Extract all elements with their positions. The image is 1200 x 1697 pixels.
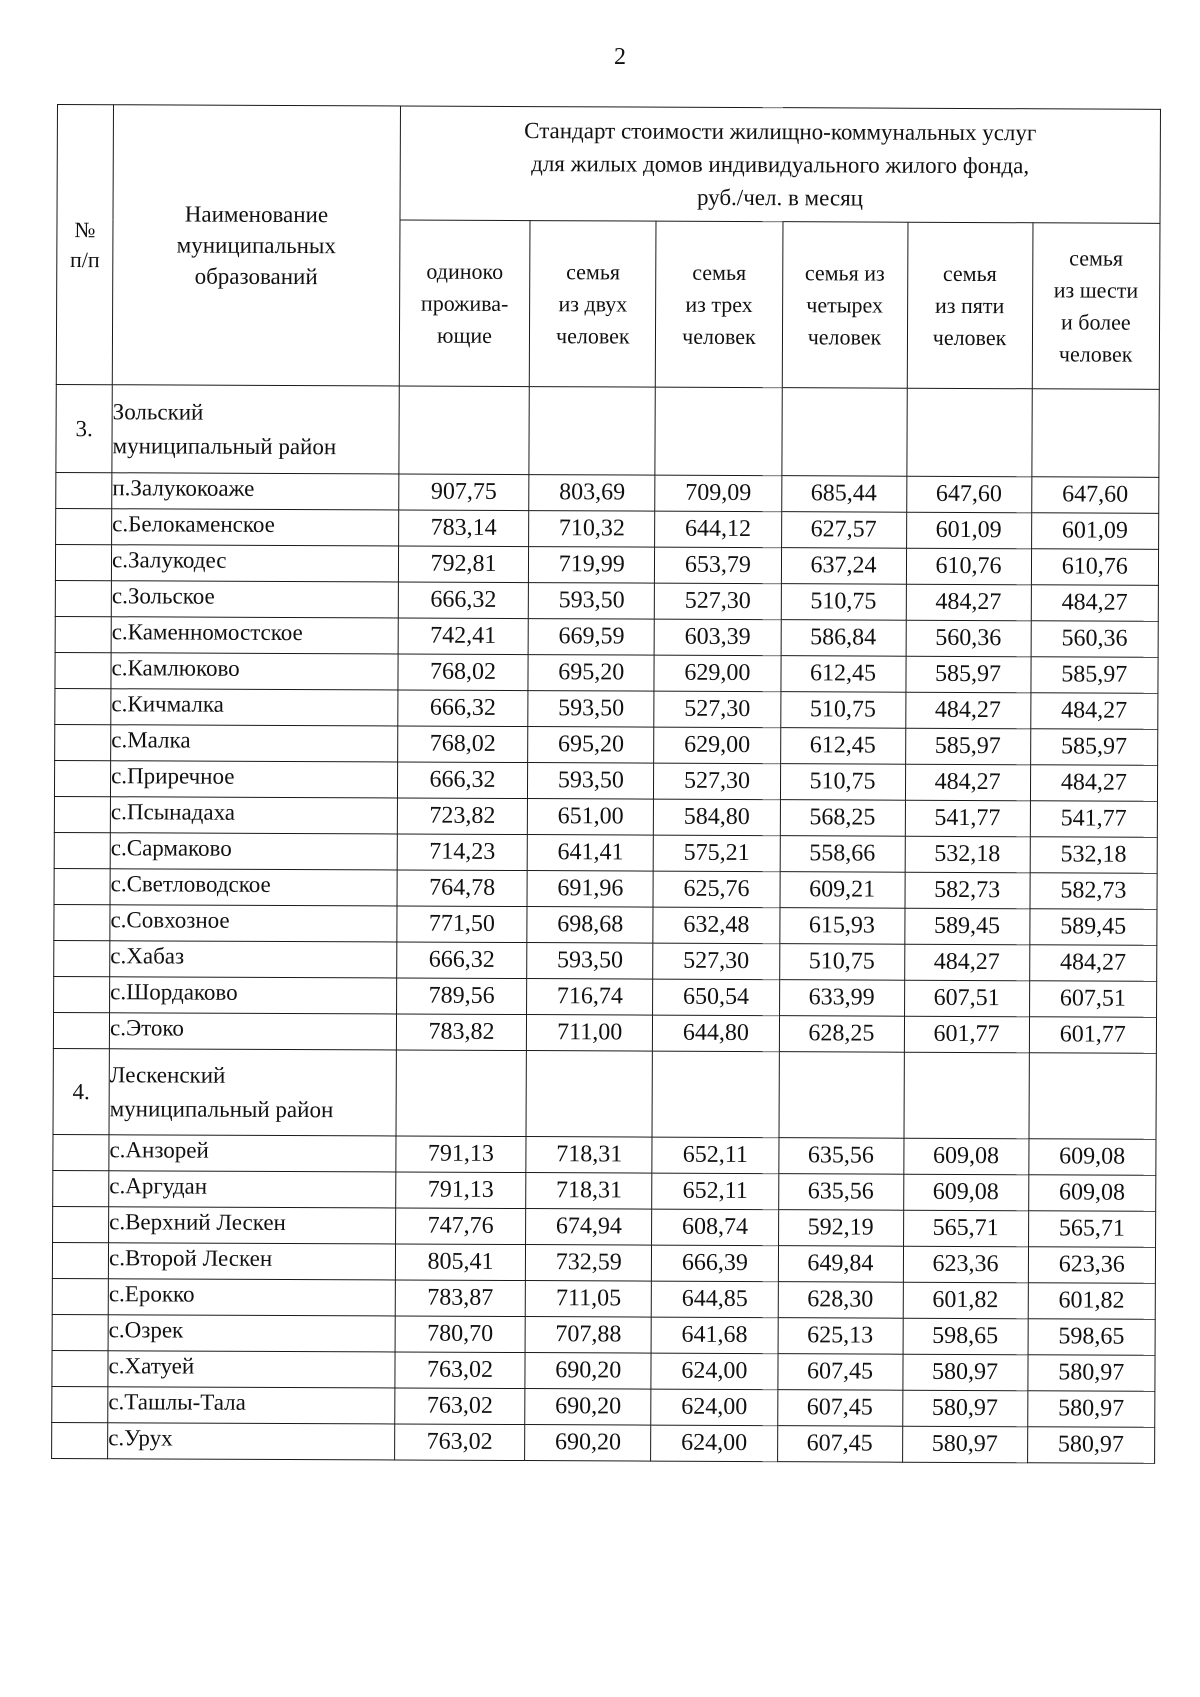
row-number-cell	[52, 1314, 108, 1350]
value-cell: 484,27	[906, 584, 1031, 621]
value-cell: 609,21	[780, 872, 905, 909]
value-cell: 612,45	[780, 728, 905, 765]
row-number-cell	[53, 1134, 109, 1170]
value-cell: 674,94	[526, 1209, 652, 1246]
header-name	[112, 105, 400, 386]
value-cell: 690,20	[525, 1353, 651, 1390]
value-cell: 666,32	[397, 762, 528, 799]
tariff-table	[51, 104, 1161, 1464]
value-cell: 580,97	[1027, 1427, 1155, 1464]
value-cell: 582,73	[1030, 873, 1158, 910]
value-cell: 644,12	[655, 511, 781, 548]
header-col-line: одиноко	[426, 258, 504, 284]
header-col-family-4	[782, 222, 908, 389]
value-cell: 585,97	[905, 656, 1030, 693]
settlement-name: с.Совхозное	[110, 905, 397, 942]
empty-cell	[1031, 389, 1159, 478]
value-cell: 649,84	[778, 1246, 903, 1283]
header-col-line: из пяти	[935, 292, 1005, 318]
value-cell: 763,02	[394, 1424, 525, 1461]
value-cell: 714,23	[397, 834, 528, 871]
value-cell: 629,00	[654, 655, 780, 692]
value-cell: 651,00	[528, 799, 654, 836]
value-cell: 527,30	[653, 943, 779, 980]
value-cell: 792,81	[398, 546, 529, 583]
value-cell: 763,02	[395, 1352, 526, 1389]
value-cell: 593,50	[527, 943, 653, 980]
empty-cell	[396, 1050, 527, 1137]
table-row	[52, 1386, 1155, 1427]
row-number-cell	[52, 1386, 108, 1422]
value-cell: 669,59	[528, 619, 654, 656]
empty-cell	[781, 388, 906, 477]
row-number-cell	[52, 1278, 108, 1314]
district-number: 3.	[56, 384, 112, 472]
value-cell: 593,50	[529, 583, 655, 620]
settlement-name: с.Камлюково	[111, 653, 398, 690]
header-col-family-5	[907, 222, 1033, 389]
header-col-line: прожива-	[420, 290, 509, 316]
settlement-name: с.Белокаменское	[112, 509, 399, 546]
header-col-line: семья	[566, 258, 621, 284]
table-row	[54, 832, 1157, 873]
value-cell: 558,66	[780, 836, 905, 873]
value-cell: 635,56	[778, 1138, 903, 1175]
header-col-family-2	[530, 221, 657, 388]
value-cell: 707,88	[525, 1317, 651, 1354]
value-cell: 580,97	[902, 1426, 1027, 1463]
value-cell: 484,27	[1030, 693, 1158, 730]
value-cell: 593,50	[528, 763, 654, 800]
settlement-name: с.Сармаково	[110, 833, 397, 870]
value-cell: 780,70	[395, 1316, 526, 1353]
value-cell: 709,09	[655, 475, 781, 512]
row-number-cell	[53, 1206, 109, 1242]
header-standard-line: Стандарт стоимости жилищно-коммунальных услуг	[524, 118, 1037, 146]
value-cell: 560,36	[906, 620, 1031, 657]
table-row	[55, 616, 1158, 657]
value-cell: 805,41	[395, 1244, 526, 1281]
table-row	[54, 904, 1157, 945]
value-cell: 601,82	[1028, 1283, 1156, 1320]
value-cell: 589,45	[1029, 909, 1157, 946]
value-cell: 791,13	[395, 1172, 526, 1209]
value-cell: 791,13	[396, 1136, 527, 1173]
value-cell: 783,87	[395, 1280, 526, 1317]
row-number-cell	[53, 1012, 109, 1048]
settlement-name: п.Залукокоаже	[112, 473, 399, 510]
value-cell: 789,56	[396, 978, 527, 1015]
table-row	[54, 940, 1157, 981]
value-cell: 532,18	[1030, 837, 1158, 874]
table-header	[56, 105, 1160, 390]
settlement-name: с.Хатуей	[108, 1351, 395, 1388]
table-row	[55, 688, 1158, 729]
value-cell: 610,76	[906, 548, 1031, 585]
table-row	[55, 544, 1158, 585]
settlement-name: с.Хабаз	[110, 941, 397, 978]
empty-cell	[778, 1052, 903, 1139]
value-cell: 907,75	[399, 474, 530, 511]
value-cell: 624,00	[651, 1353, 777, 1390]
value-cell: 711,05	[525, 1281, 651, 1318]
empty-cell	[652, 1051, 778, 1138]
value-cell: 527,30	[654, 763, 780, 800]
header-col-family-6	[1032, 223, 1160, 390]
value-cell: 635,56	[778, 1174, 903, 1211]
settlement-name: с.Этоко	[109, 1013, 396, 1050]
value-cell: 589,45	[904, 908, 1029, 945]
settlement-name: с.Ерокко	[108, 1279, 395, 1316]
district-name-line: муниципальный район	[109, 1095, 334, 1122]
value-cell: 565,71	[1028, 1211, 1156, 1248]
value-cell: 718,31	[526, 1137, 652, 1174]
value-cell: 666,32	[398, 690, 529, 727]
settlement-name: с.Приречное	[111, 761, 398, 798]
header-col-line: из трех	[685, 291, 753, 317]
value-cell: 763,02	[395, 1388, 526, 1425]
value-cell: 641,41	[527, 835, 653, 872]
value-cell: 585,97	[905, 728, 1030, 765]
settlement-name: с.Второй Лескен	[108, 1243, 395, 1280]
value-cell: 641,68	[651, 1317, 777, 1354]
value-cell: 653,79	[655, 547, 781, 584]
header-standard	[400, 106, 1161, 223]
settlement-name: с.Кичмалка	[111, 689, 398, 726]
value-cell: 647,60	[1031, 477, 1159, 514]
header-col-line: семья	[1069, 244, 1124, 271]
row-number-cell	[54, 760, 110, 796]
value-cell: 484,27	[905, 764, 1030, 801]
value-cell: 652,11	[652, 1137, 778, 1174]
header-col-single	[399, 220, 530, 387]
settlement-name: с.Анзорей	[109, 1135, 396, 1172]
value-cell: 685,44	[781, 476, 906, 513]
value-cell: 633,99	[779, 980, 904, 1017]
value-cell: 510,75	[781, 584, 906, 621]
value-cell: 607,51	[1029, 981, 1157, 1018]
value-cell: 582,73	[905, 872, 1030, 909]
row-number-cell	[54, 796, 110, 832]
value-cell: 565,71	[903, 1210, 1028, 1247]
value-cell: 644,85	[652, 1281, 778, 1318]
value-cell: 598,65	[903, 1318, 1028, 1355]
value-cell: 624,00	[651, 1389, 777, 1426]
value-cell: 607,51	[904, 980, 1029, 1017]
value-cell: 666,39	[652, 1245, 778, 1282]
value-cell: 532,18	[905, 836, 1030, 873]
district-number: 4.	[53, 1048, 109, 1134]
value-cell: 560,36	[1031, 621, 1159, 658]
row-number-cell	[54, 940, 110, 976]
value-cell: 625,13	[778, 1318, 903, 1355]
value-cell: 768,02	[397, 726, 528, 763]
table-row	[54, 976, 1157, 1017]
value-cell: 742,41	[398, 618, 529, 655]
value-cell: 585,97	[1030, 729, 1158, 766]
table-row	[52, 1242, 1155, 1283]
header-col-line: человек	[682, 323, 756, 349]
empty-cell	[529, 387, 656, 476]
value-cell: 603,39	[654, 619, 780, 656]
district-row	[56, 384, 1159, 477]
empty-cell	[526, 1051, 652, 1138]
table-row	[55, 580, 1158, 621]
settlement-name: с.Ташлы-Тала	[108, 1387, 395, 1424]
row-number-cell	[55, 652, 111, 688]
value-cell: 608,74	[652, 1209, 778, 1246]
value-cell: 625,76	[653, 871, 779, 908]
value-cell: 580,97	[902, 1390, 1027, 1427]
settlement-name: с.Урух	[108, 1423, 395, 1460]
value-cell: 768,02	[398, 654, 529, 691]
table-row	[54, 868, 1157, 909]
value-cell: 575,21	[654, 835, 780, 872]
settlement-name: с.Шордаково	[110, 977, 397, 1014]
value-cell: 484,27	[905, 692, 1030, 729]
row-number-cell	[54, 868, 110, 904]
value-cell: 747,76	[395, 1208, 526, 1245]
row-number-cell	[52, 1350, 108, 1386]
row-number-cell	[52, 1422, 108, 1458]
value-cell: 783,14	[398, 510, 529, 547]
row-number-cell	[55, 580, 111, 616]
header-col-line: семья из	[804, 259, 885, 286]
district-name	[109, 1049, 396, 1136]
settlement-name: с.Малка	[111, 725, 398, 762]
value-cell: 627,57	[781, 512, 906, 549]
value-cell: 624,00	[651, 1425, 777, 1462]
header-name-line: образований	[194, 263, 318, 290]
value-cell: 647,60	[906, 476, 1031, 513]
settlement-name: с.Аргудан	[109, 1171, 396, 1208]
value-cell: 584,80	[654, 799, 780, 836]
table-row	[53, 1012, 1156, 1053]
empty-cell	[906, 388, 1031, 477]
table-row	[56, 472, 1159, 513]
settlement-name: с.Верхний Лескен	[109, 1207, 396, 1244]
header-col-line: из шести	[1053, 276, 1139, 303]
header-col-line: человек	[1058, 340, 1133, 367]
value-cell: 803,69	[529, 475, 655, 512]
empty-cell	[655, 387, 782, 476]
header-number	[56, 105, 113, 385]
value-cell: 609,08	[903, 1174, 1028, 1211]
value-cell: 609,08	[1028, 1175, 1156, 1212]
value-cell: 510,75	[779, 944, 904, 981]
table-row	[53, 1134, 1156, 1175]
value-cell: 637,24	[781, 548, 906, 585]
row-number-cell	[56, 472, 112, 508]
row-number-cell	[54, 904, 110, 940]
table-row	[53, 1170, 1156, 1211]
value-cell: 601,77	[904, 1016, 1029, 1053]
header-number-line: №	[74, 216, 96, 242]
value-cell: 510,75	[780, 692, 905, 729]
value-cell: 632,48	[653, 907, 779, 944]
value-cell: 623,36	[1028, 1247, 1156, 1284]
value-cell: 771,50	[397, 906, 528, 943]
header-col-line: человек	[932, 324, 1007, 350]
value-cell: 628,25	[779, 1016, 904, 1053]
value-cell: 527,30	[654, 691, 780, 728]
value-cell: 484,27	[1029, 945, 1157, 982]
empty-cell	[904, 1052, 1029, 1139]
page-number: 2	[614, 44, 626, 70]
value-cell: 710,32	[529, 511, 655, 548]
value-cell: 607,45	[777, 1390, 902, 1427]
value-cell: 629,00	[654, 727, 780, 764]
value-cell: 695,20	[528, 727, 654, 764]
empty-cell	[1029, 1053, 1157, 1140]
value-cell: 650,54	[653, 979, 779, 1016]
table-body	[52, 384, 1160, 1463]
value-cell: 623,36	[903, 1246, 1028, 1283]
settlement-name: с.Каменномостское	[111, 617, 398, 654]
value-cell: 718,31	[526, 1173, 652, 1210]
value-cell: 783,82	[396, 1014, 527, 1051]
header-col-line: ющие	[437, 322, 493, 348]
table-row	[56, 508, 1159, 549]
value-cell: 666,32	[398, 582, 529, 619]
row-number-cell	[55, 688, 111, 724]
table-row	[52, 1278, 1155, 1319]
row-number-cell	[56, 508, 112, 544]
value-cell: 592,19	[778, 1210, 903, 1247]
value-cell: 484,27	[1030, 765, 1158, 802]
empty-cell	[399, 386, 530, 475]
value-cell: 695,20	[528, 655, 654, 692]
header-col-line: человек	[807, 323, 882, 350]
value-cell: 690,20	[525, 1425, 651, 1462]
value-cell: 732,59	[526, 1245, 652, 1282]
header-name-line: муниципальных	[176, 232, 336, 259]
value-cell: 484,27	[1031, 585, 1159, 622]
header-col-line: и более	[1060, 308, 1131, 335]
row-number-cell	[55, 544, 111, 580]
value-cell: 719,99	[529, 547, 655, 584]
settlement-name: с.Озрек	[108, 1315, 395, 1352]
table-row	[55, 652, 1158, 693]
row-number-cell	[54, 976, 110, 1012]
value-cell: 690,20	[525, 1389, 651, 1426]
header-name-line: Наименование	[184, 201, 329, 228]
value-cell: 612,45	[780, 656, 905, 693]
value-cell: 764,78	[397, 870, 528, 907]
value-cell: 652,11	[652, 1173, 778, 1210]
value-cell: 527,30	[655, 583, 781, 620]
district-row	[53, 1048, 1156, 1139]
district-name-line: Лескенский	[109, 1061, 226, 1088]
value-cell: 691,96	[527, 871, 653, 908]
value-cell: 723,82	[397, 798, 528, 835]
value-cell: 698,68	[527, 907, 653, 944]
value-cell: 615,93	[779, 908, 904, 945]
header-col-line: из двух	[558, 290, 628, 316]
table-row	[52, 1314, 1155, 1355]
district-name-line: муниципальный район	[112, 432, 337, 459]
value-cell: 580,97	[1027, 1355, 1155, 1392]
header-col-family-3	[656, 221, 783, 388]
table-row	[54, 796, 1157, 837]
header-col-line: четырех	[806, 291, 884, 318]
table-row	[54, 760, 1157, 801]
value-cell: 610,76	[1031, 549, 1159, 586]
value-cell: 666,32	[397, 942, 528, 979]
value-cell: 607,45	[777, 1354, 902, 1391]
value-cell: 601,77	[1029, 1017, 1157, 1054]
value-cell: 716,74	[527, 979, 653, 1016]
value-cell: 510,75	[780, 764, 905, 801]
value-cell: 601,82	[903, 1282, 1028, 1319]
row-number-cell	[54, 832, 110, 868]
header-number-line: п/п	[69, 246, 100, 272]
value-cell: 607,45	[777, 1426, 902, 1463]
header-standard-line: руб./чел. в месяц	[696, 184, 864, 211]
settlement-name: с.Зольское	[111, 581, 398, 618]
row-number-cell	[55, 724, 111, 760]
table-row	[55, 724, 1158, 765]
row-number-cell	[55, 616, 111, 652]
value-cell: 601,09	[1031, 513, 1159, 550]
table-row	[52, 1422, 1155, 1463]
value-cell: 711,00	[527, 1015, 653, 1052]
district-name	[112, 385, 399, 474]
district-name-line: Зольский	[112, 398, 204, 425]
value-cell: 609,08	[903, 1138, 1028, 1175]
value-cell: 541,77	[905, 800, 1030, 837]
value-cell: 609,08	[1028, 1139, 1156, 1176]
table-row	[53, 1206, 1156, 1247]
row-number-cell	[52, 1242, 108, 1278]
value-cell: 601,09	[906, 512, 1031, 549]
settlement-name: с.Псынадаха	[110, 797, 397, 834]
value-cell: 585,97	[1031, 657, 1159, 694]
value-cell: 628,30	[778, 1282, 903, 1319]
settlement-name: с.Залукодес	[111, 545, 398, 582]
header-col-line: человек	[555, 322, 630, 349]
value-cell: 586,84	[781, 620, 906, 657]
header-standard-line: для жилых домов индивидуального жилого фонда,	[531, 151, 1030, 179]
value-cell: 568,25	[780, 800, 905, 837]
value-cell: 598,65	[1028, 1319, 1156, 1356]
value-cell: 593,50	[528, 691, 654, 728]
row-number-cell	[53, 1170, 109, 1206]
table-row	[52, 1350, 1155, 1391]
settlement-name: с.Светловодское	[110, 869, 397, 906]
header-col-line: семья	[692, 259, 747, 285]
value-cell: 484,27	[904, 944, 1029, 981]
value-cell: 580,97	[902, 1354, 1027, 1391]
value-cell: 580,97	[1027, 1391, 1155, 1428]
header-col-line: семья	[942, 260, 997, 286]
value-cell: 644,80	[653, 1015, 779, 1052]
value-cell: 541,77	[1030, 801, 1158, 838]
